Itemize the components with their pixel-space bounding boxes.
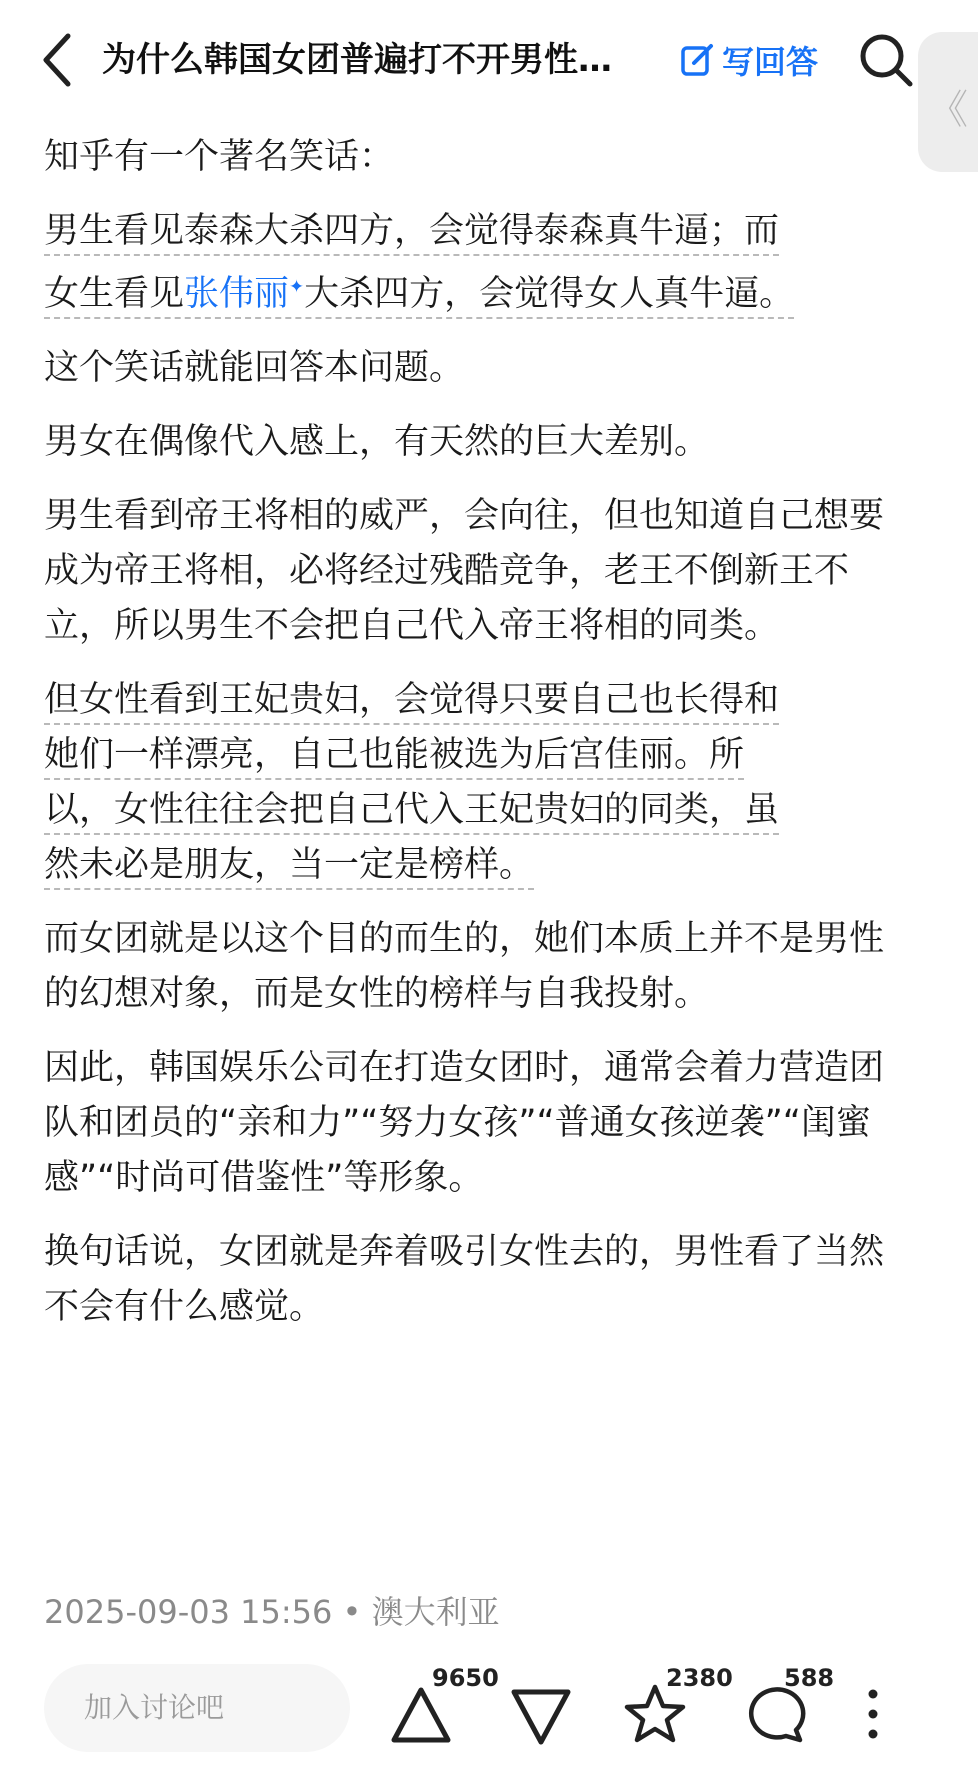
entity-link-zhang-weili[interactable]: 张伟丽 (184, 273, 290, 314)
underlined-line: 男生看见泰森大杀四方，会觉得泰森真牛逼；而 (44, 211, 779, 256)
edit-icon (680, 43, 714, 77)
quote-paragraph (44, 204, 914, 322)
side-drawer-glyph: 《 (928, 87, 968, 133)
write-answer-label: 写回答 (722, 43, 819, 81)
favorite-button[interactable] (622, 1664, 733, 1754)
paragraph: 因此，韩国娱乐公司在打造女团时，通常会着力营造团队和团员的“亲和力”“努力女孩”“普通女孩逆袭”“闺蜜感”“时尚可借鉴性”等形象。 (44, 1047, 885, 1198)
search-button[interactable] (856, 30, 916, 90)
paragraph: 而女团就是以这个目的而生的，她们本质上并不是男性的幻想对象，而是女性的榜样与自我投射。 (44, 918, 885, 1014)
paragraph: 这个笑话就能回答本问题。 (44, 347, 465, 388)
highlighted-paragraph (44, 673, 914, 893)
back-button[interactable] (38, 28, 82, 92)
paragraph: 男生看到帝王将相的威严，会向往，但也知道自己想要成为帝王将相，必将经过残酷竞争，老王不倒新王不立，所以男生不会把自己代入帝王将相的同类。 (44, 495, 885, 646)
search-icon (856, 30, 916, 90)
top-bar (0, 0, 968, 133)
underlined-line: 但女性看到王妃贵妇，会觉得只要自己也长得和 (44, 680, 779, 725)
underlined-line (44, 274, 794, 319)
more-icon (858, 1682, 888, 1752)
paragraph: 换句话说，女团就是奔着吸引女性去的，男性看了当然不会有什么感觉。 (44, 1231, 885, 1327)
comment-button[interactable] (744, 1664, 834, 1754)
text-segment: 大杀四方，会觉得女人真牛逼。 (304, 273, 795, 314)
underlined-line: 以，女性往往会把自己代入王妃贵妇的同类，虽 (44, 790, 779, 835)
side-drawer-handle[interactable] (918, 32, 978, 172)
answer-meta: 2025-09-03 15:56 • 澳大利亚 (44, 1593, 500, 1631)
paragraph: 知乎有一个著名笑话： (44, 137, 395, 177)
favorite-count: 2380 (666, 1664, 733, 1692)
sparkle-icon: ✦ (289, 276, 305, 297)
answer-content (44, 130, 914, 1354)
bottom-action-bar (0, 1650, 960, 1776)
upvote-button[interactable] (386, 1664, 499, 1754)
write-answer-button[interactable] (680, 36, 818, 84)
comment-count: 588 (784, 1664, 835, 1692)
underlined-line: 她们一样漂亮，自己也能被选为后宫佳丽。所 (44, 735, 744, 780)
text-segment: 女生看见 (44, 273, 185, 314)
downvote-button[interactable] (506, 1664, 578, 1754)
comment-input[interactable]: 加入讨论吧 (44, 1664, 350, 1752)
upvote-count: 9650 (432, 1664, 499, 1692)
underlined-line: 然未必是朋友，当一定是榜样。 (44, 845, 534, 890)
paragraph: 男女在偶像代入感上，有天然的巨大差别。 (44, 421, 710, 462)
downvote-icon (506, 1680, 576, 1750)
question-title[interactable]: 为什么韩国女团普遍打不开男性… (102, 40, 612, 80)
more-button[interactable] (858, 1664, 888, 1754)
chevron-left-icon (38, 28, 82, 92)
